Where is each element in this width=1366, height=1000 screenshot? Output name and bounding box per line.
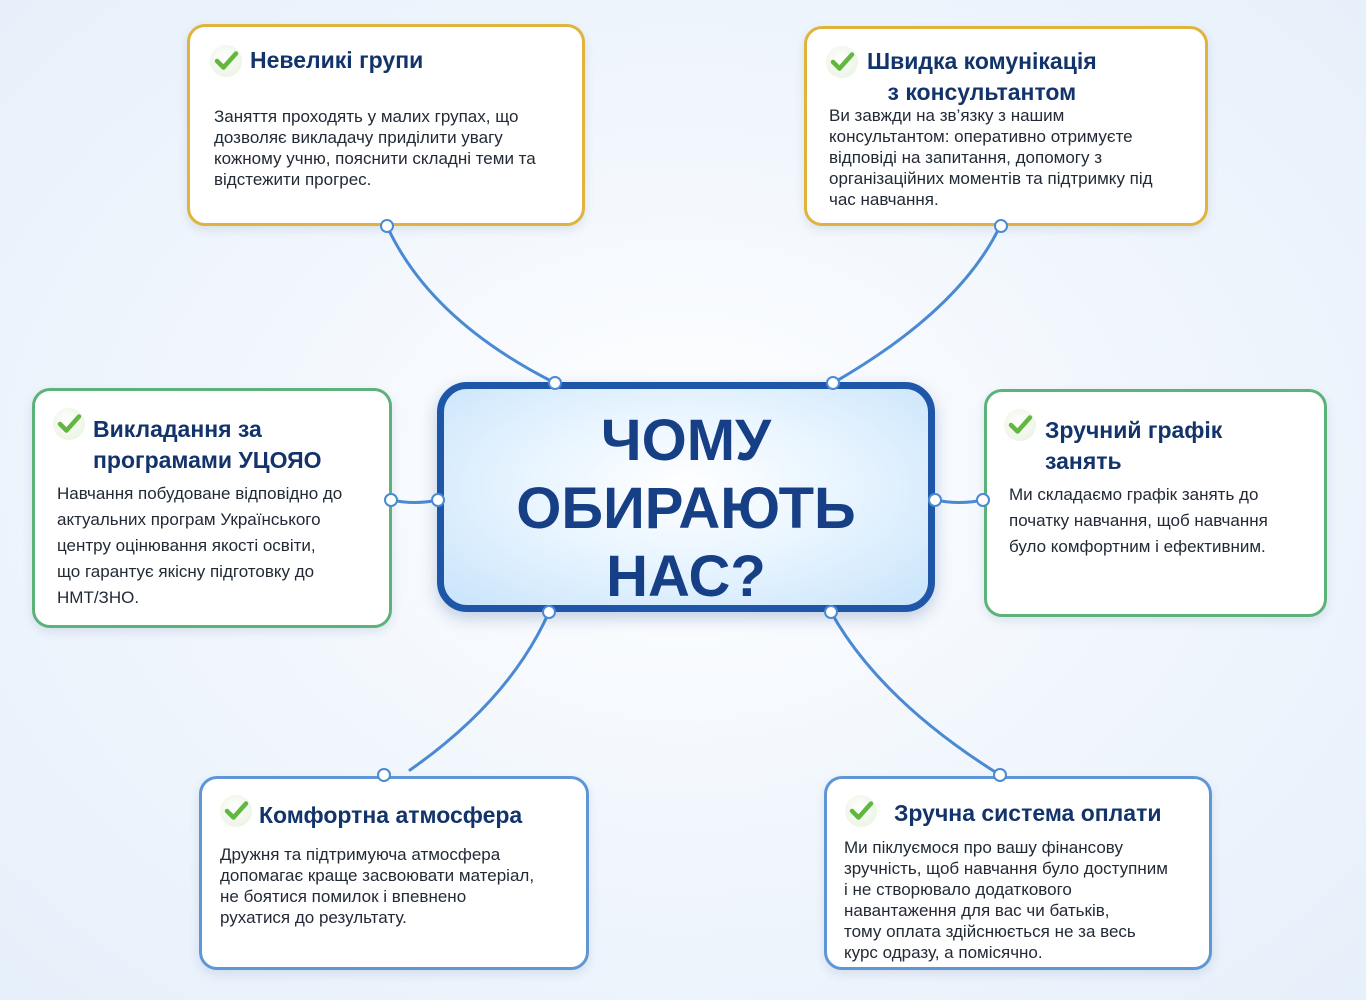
connector-dot (994, 219, 1008, 233)
center-title-line: НАС? (606, 544, 766, 609)
card-description-line: НМТ/ЗНО. (57, 588, 140, 607)
card-atmosphere (199, 776, 589, 970)
connector-dot (542, 605, 556, 619)
card-title (93, 414, 322, 476)
card-description-line: навантаження для вас чи батьків, (844, 901, 1110, 920)
card-small-groups (187, 24, 585, 226)
connector-dot (548, 376, 562, 390)
check-circle-icon (53, 408, 85, 440)
connector-small-groups (387, 226, 555, 383)
check-circle-icon (220, 795, 252, 827)
card-description (1009, 482, 1268, 560)
center-title-line: ОБИРАЮТЬ (516, 476, 856, 541)
card-title-line: з консультантом (887, 79, 1077, 105)
connector-dot (824, 605, 838, 619)
connector-dot (993, 768, 1007, 782)
card-description-line: організаційних моментів та підтримку під (829, 169, 1153, 188)
connector-dot (928, 493, 942, 507)
center-node (437, 382, 935, 612)
card-description-line: було комфортним і ефективним. (1009, 537, 1266, 556)
card-description-line: час навчання. (829, 190, 939, 209)
card-schedule (984, 389, 1327, 617)
card-description-line: початку навчання, щоб навчання (1009, 511, 1268, 530)
card-description-line: дозволяє викладачу приділити увагу (214, 128, 503, 147)
card-description-line: тому оплата здійснюється не за весь (844, 922, 1136, 941)
card-description (214, 106, 536, 190)
connector-dot (826, 376, 840, 390)
card-description-line: зручність, щоб навчання було доступним (844, 859, 1168, 878)
card-title (1045, 415, 1222, 477)
card-description-line: допомагає краще засвоювати матеріал, (220, 866, 535, 885)
card-description (220, 844, 534, 928)
check-circle-icon (826, 46, 858, 78)
card-description-line: відстежити прогрес. (214, 170, 372, 189)
card-description-line: що гарантує якісну підготовку до (57, 562, 315, 581)
card-description-line: консультантом: оперативно отримуєте (829, 127, 1133, 146)
check-circle-icon (845, 795, 877, 827)
card-title-line: Зручний графік (1045, 417, 1223, 443)
card-description-line: і не створювало додаткового (844, 880, 1072, 899)
check-circle-icon (210, 45, 242, 77)
connector-dot (431, 493, 445, 507)
card-title-line: занять (1045, 448, 1122, 474)
card-description-line: відповіді на запитання, допомогу з (829, 148, 1103, 167)
card-description-line: Навчання побудоване відповідно до (57, 484, 343, 503)
check-circle-icon (1004, 409, 1036, 441)
card-title: Зручна система оплати (894, 800, 1162, 826)
card-description (829, 105, 1153, 210)
card-description (844, 837, 1168, 963)
connector-atmosphere (410, 612, 549, 770)
connector-payment (831, 612, 1000, 775)
card-description-line: Дружня та підтримуюча атмосфера (220, 845, 501, 864)
card-description-line: Ми піклуємося про вашу фінансову (844, 838, 1123, 857)
card-description-line: центру оцінювання якості освіти, (57, 536, 316, 555)
connector-dot (380, 219, 394, 233)
card-payment (824, 776, 1212, 970)
connector-dot (976, 493, 990, 507)
card-description-line: не боятися помилок і впевнено (220, 887, 467, 906)
card-description-line: курс одразу, а помісячно. (844, 943, 1043, 962)
card-description (57, 481, 342, 611)
card-description-line: актуальних програм Українського (57, 510, 321, 529)
card-fast-communication (804, 26, 1208, 226)
card-description-line: Заняття проходять у малих групах, що (214, 107, 519, 126)
card-title (867, 46, 1097, 108)
card-description-line: кожному учню, пояснити складні теми та (214, 149, 536, 168)
card-description-line: рухатися до результату. (220, 908, 407, 927)
card-title-line: програмами УЦОЯО (93, 447, 322, 473)
card-title-line: Швидка комунікація (867, 48, 1097, 74)
center-title (444, 407, 928, 611)
connector-dot (377, 768, 391, 782)
card-description-line: Ми складаємо графік занять до (1009, 485, 1259, 504)
connector-dot (384, 493, 398, 507)
card-teaching-programs (32, 388, 392, 628)
connector-fast-communication (833, 226, 1000, 383)
card-title-line: Викладання за (93, 416, 262, 442)
card-title: Невеликі групи (250, 47, 424, 73)
center-title-line: ЧОМУ (600, 408, 772, 473)
card-description-line: Ви завжди на зв’язку з нашим (829, 106, 1065, 125)
card-title: Комфортна атмосфера (259, 802, 523, 828)
